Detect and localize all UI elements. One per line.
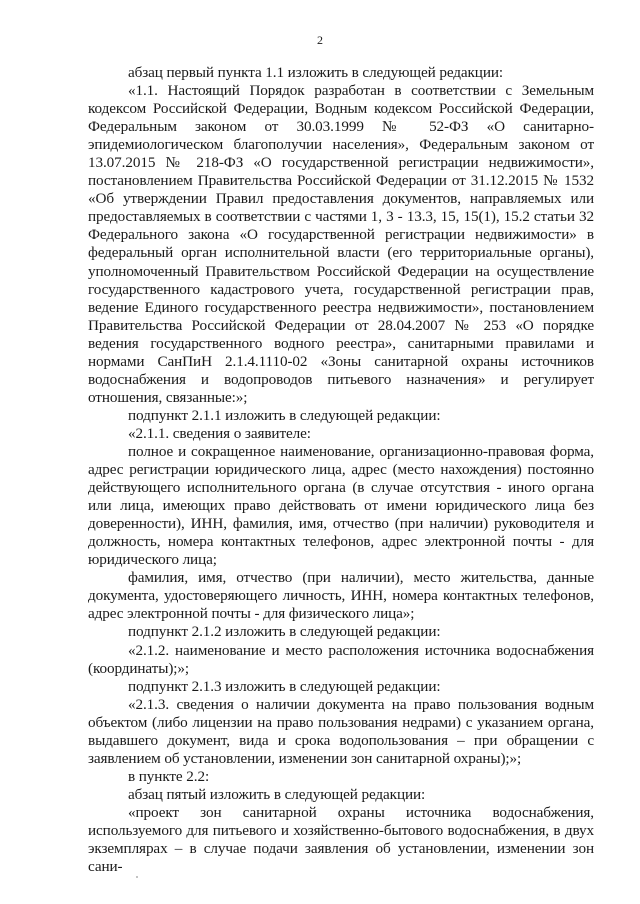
paragraph-2-1-3-text: «2.1.3. сведения о наличии документа на право пользования водным объектом (либо лицензии на право пользования недрами) с указанием органа, выдавшего документ, вида и срока водопользования – при обращении с заявлением об установлении, изменении зон санитарной охраны);»; (88, 695, 594, 767)
paragraph-2-1-1-heading: «2.1.1. сведения о заявителе: (128, 424, 311, 442)
paragraph-project-zones-text: «проект зон санитарной охраны источника водоснабжения, используемого для питьевого и хозяйственно-бытового водоснабжения, в двух экземплярах – в случае подачи заявления об установлении, изменении зон сани- (88, 803, 594, 876)
paragraph-legal-entity-info: полное и сокращенное наименование, организационно-правовая форма, адрес регистрации юридического лица, адрес (место нахождения) постоянно действующего исполнительного органа (в случае отсутствия - иного органа или лица, имеющих право действовать от имени юридического лица без доверенности), ИНН, фамилия, имя, отчество (при наличии) руководителя и должность, номера контактных телефонов, адрес электронной почты - для юридического лица; (88, 442, 594, 569)
paragraph-point-2-2-intro: в пункте 2.2: (128, 767, 210, 785)
document-body (88, 64, 594, 876)
scan-speck (136, 876, 138, 878)
page-number: 2 (317, 33, 323, 47)
paragraph-amend-2-1-1-intro: подпункт 2.1.1 изложить в следующей редакции: (128, 406, 441, 424)
paragraph-individual-info: фамилия, имя, отчество (при наличии), место жительства, данные документа, удостоверяющего личность, ИНН, номера контактных телефонов, адрес электронной почты - для физического лица»; (88, 569, 594, 623)
paragraph-amend-1-1-intro: абзац первый пункта 1.1 изложить в следующей редакции: (128, 64, 504, 81)
paragraph-amend-fifth-para-intro: абзац пятый изложить в следующей редакции: (128, 785, 426, 803)
paragraph-amend-2-1-2-intro: подпункт 2.1.2 изложить в следующей редакции: (128, 623, 441, 641)
paragraph-1-1-text: «1.1. Настоящий Порядок разработан в соответствии с Земельным кодексом Российской Федерации, Водным кодексом Российской Федерации, Федеральным законом от 30.03.1999 № 52-ФЗ «О санитарно-эпидемиологическом благополучии населения», Федеральным законом от 13.07.2015 № 218-ФЗ «О государственной регистрации недвижимости», постановлением Правительства Российской Федерации от 31.12.2015 № 1532 «Об утверждении Правил предоставления документов, направляемых или предоставляемых в соответствии с частями 1, 3 - 13.3, 15, 15(1), 15.2 статьи 32 Федерального закона «О государственной регистрации недвижимости» в федеральный орган исполнительной власти (его территориальные органы), уполномоченный Правительством Российской Федерации на осуществление государственного кадастрового учета, государственной регистрации прав, ведение Единого государственного реестра недвижимости», постановлением Правительства Российской Федерации от 28.04.2007 № 253 «О порядке ведения государственного водного реестра», санитарными правилами и нормами СанПиН 2.1.4.1110-02 «Зоны санитарной охраны источников водоснабжения и водопроводов питьевого назначения» и регулирует отношения, связанные:»; (88, 82, 594, 406)
paragraph-2-1-2-text: «2.1.2. наименование и место расположения источника водоснабжения (координаты);»; (88, 641, 594, 677)
paragraph-amend-2-1-3-intro: подпункт 2.1.3 изложить в следующей редакции: (128, 677, 441, 695)
